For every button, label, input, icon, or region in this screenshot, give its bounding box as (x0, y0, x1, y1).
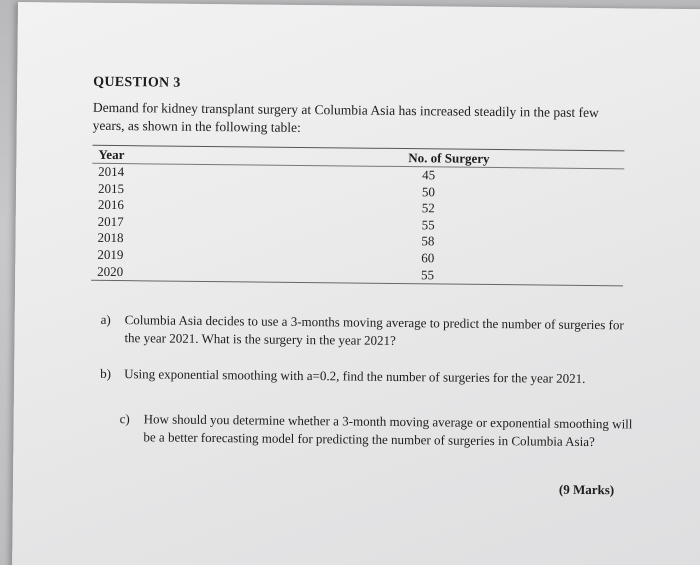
surgery-count-cell: 52 (421, 200, 435, 216)
part-a (100, 311, 624, 352)
part-a-text: Columbia Asia decides to use a 3-months moving average to predict the number of surgeries for the year 2021. What is the surgery in the year 2021? (124, 312, 624, 348)
question-intro: Demand for kidney transplant surgery at Columbia Asia has increased steadily in the past few years, as shown in the following table: (92, 99, 599, 135)
marks-label: (9 Marks) (558, 481, 615, 498)
year-cell: 2014 (98, 163, 125, 180)
part-c-text: How should you determine whether a 3-month moving average or exponential smoothing will be a better forecasting model for predicting the number of surgeries in Columbia Asia? (143, 411, 633, 450)
paper-sheet (12, 2, 700, 565)
header-year: Year (92, 145, 144, 164)
year-cell: 2017 (97, 213, 124, 229)
surgery-count-cell: 58 (421, 233, 435, 249)
part-b-label: b) (100, 365, 112, 381)
question-title: QUESTION 3 (93, 74, 181, 91)
surgery-table (91, 145, 624, 287)
surgery-count-cell: 45 (422, 167, 436, 183)
surgery-count-cell: 55 (421, 217, 435, 233)
surgery-count-cell: 60 (421, 250, 435, 266)
year-cell: 2019 (97, 246, 124, 263)
part-c (119, 410, 643, 451)
year-cell: 2015 (97, 180, 125, 196)
part-c-label: c) (119, 411, 130, 427)
part-b-text: Using exponential smoothing with a=0.2, find the number of surgeries for the year 2021. (124, 366, 586, 386)
header-no-of-surgery: No. of Surgery (144, 146, 624, 169)
year-cell: 2018 (97, 230, 124, 246)
question-content (91, 74, 653, 498)
year-cell: 2020 (91, 263, 143, 281)
surgery-count-cell: 50 (421, 183, 436, 199)
part-b (100, 365, 624, 388)
part-a-label: a) (100, 311, 111, 327)
year-cell: 2016 (97, 197, 124, 213)
surgery-count-cell: 55 (143, 264, 623, 286)
